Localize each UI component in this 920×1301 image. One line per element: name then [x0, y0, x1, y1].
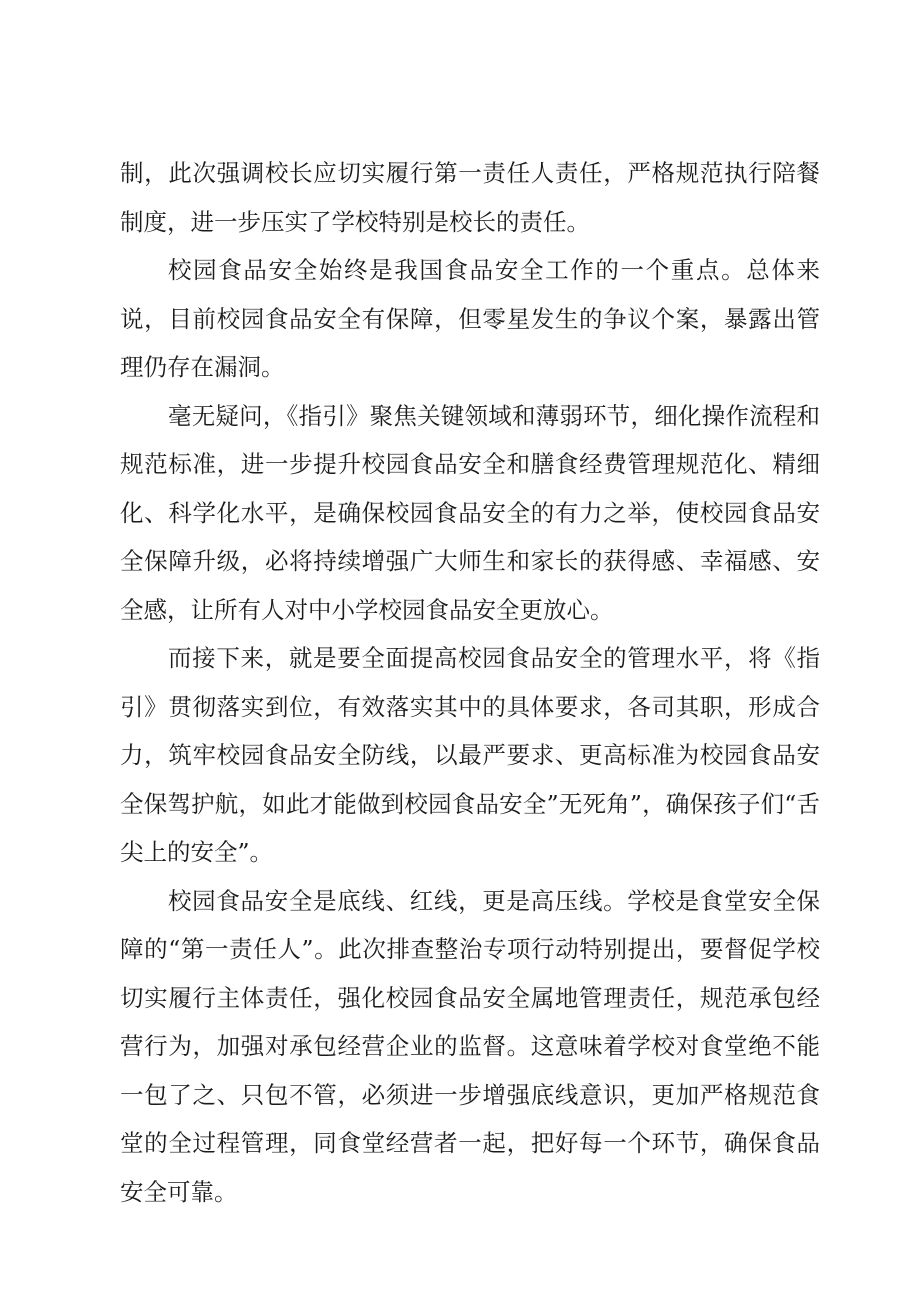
- document-body: [120, 149, 820, 1216]
- paragraph: 校园食品安全是底线、红线，更是高压线。学校是食堂安全保障的“第一责任人”。此次排查整治专项行动特别提出，要督促学校切实履行主体责任，强化校园食品安全属地管理责任，规范承包经营行为，加强对承包经营企业的监督。这意味着学校对食堂绝不能一包了之、只包不管，必须进一步增强底线意识，更加严格规范食堂的全过程管理，同食堂经营者一起，把好每一个环节，确保食品安全可靠。: [120, 886, 820, 1206]
- paragraph: 毫无疑问，《指引》聚焦关键领域和薄弱环节，细化操作流程和规范标准，进一步提升校园食品安全和膳食经费管理规范化、精细化、科学化水平，是确保校园食品安全的有力之举，使校园食品安全保障升级，必将持续增强广大师生和家长的获得感、幸福感、安全感，让所有人对中小学校园食品安全更放心。: [120, 401, 820, 624]
- paragraph: 而接下来，就是要全面提高校园食品安全的管理水平，将《指引》贯彻落实到位，有效落实其中的具体要求，各司其职，形成合力，筑牢校园食品安全防线，以最严要求、更高标准为校园食品安全保驾护航，如此才能做到校园食品安全”无死角”，确保孩子们“舌尖上的安全”。: [120, 644, 820, 866]
- paragraph-continuation: 制，此次强调校长应切实履行第一责任人责任，严格规范执行陪餐制度，进一步压实了学校特别是校长的责任。: [120, 159, 820, 236]
- paragraph: 校园食品安全始终是我国食品安全工作的一个重点。总体来说，目前校园食品安全有保障，但零星发生的争议个案，暴露出管理仍存在漏洞。: [120, 256, 820, 381]
